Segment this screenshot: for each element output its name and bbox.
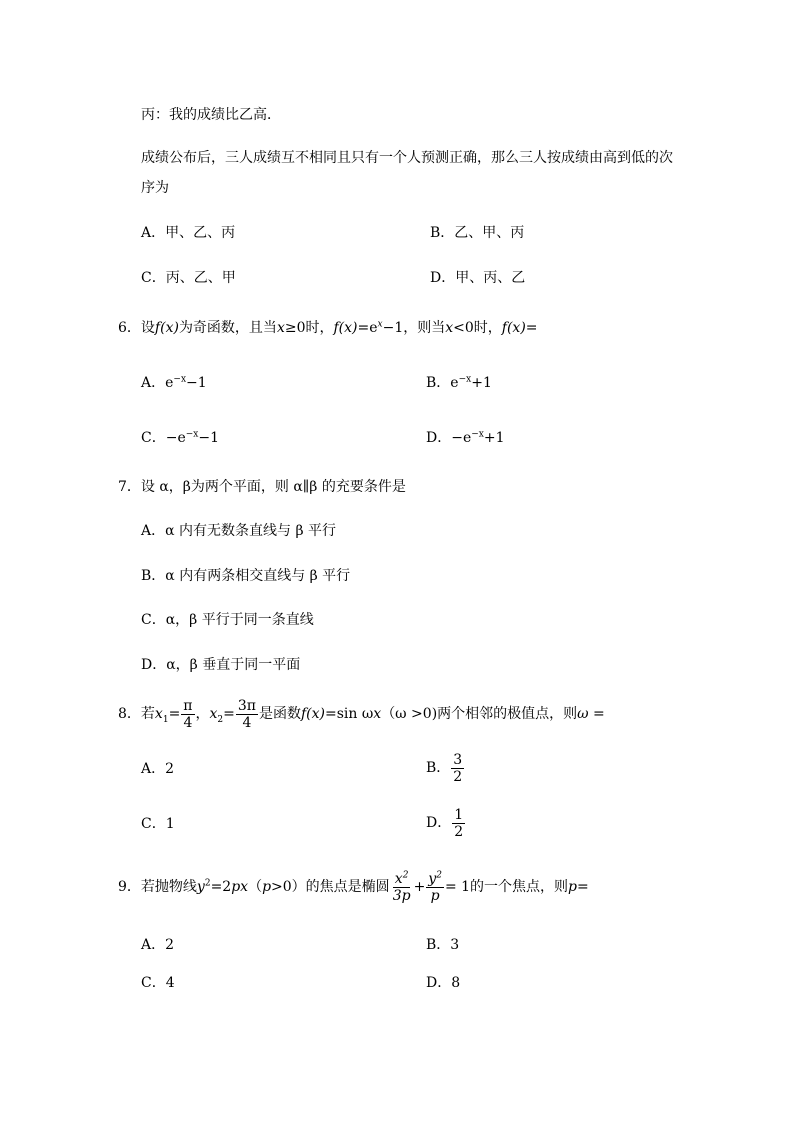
question9-option-c: C．4	[141, 975, 175, 991]
question6-option-b	[426, 373, 492, 393]
text: 是函数	[258, 706, 301, 722]
question6-option-d	[426, 428, 505, 448]
exponent: −x	[185, 429, 199, 440]
function-fx: f(x)	[333, 320, 358, 336]
option-label: A．	[141, 375, 166, 391]
question5-option-a: A．甲、乙、丙	[141, 225, 236, 241]
text: 的一个焦点，则	[470, 879, 569, 895]
exponent: 2	[436, 869, 442, 880]
text: >0）的焦点是椭圆	[271, 879, 390, 895]
text: =sin ω	[325, 706, 374, 722]
fraction-1-over-2	[452, 807, 465, 840]
text: 9．若抛物线	[118, 879, 197, 895]
numerator: 1	[454, 806, 464, 823]
fraction-pi-over-4	[181, 698, 194, 731]
text: −1，则当	[382, 320, 446, 336]
question8-option-c: C．1	[141, 816, 175, 832]
text: 8．若	[118, 706, 155, 722]
denominator: 4	[242, 714, 252, 731]
function-fx: f(x)	[501, 320, 526, 336]
option-label: D．	[426, 815, 452, 831]
denominator: 4	[183, 714, 193, 731]
question9-option-b: B．3	[426, 937, 460, 953]
question9-stem	[118, 867, 589, 907]
expr: −e	[165, 430, 186, 446]
text: =	[525, 320, 538, 336]
var-y: y	[428, 870, 437, 887]
numerator: 3	[453, 751, 463, 768]
question5-option-c: C．丙、乙、甲	[141, 270, 236, 286]
expr: +1	[483, 430, 505, 446]
text: ，	[195, 706, 210, 722]
text: =e	[357, 320, 378, 336]
fraction-3pi-over-4	[236, 698, 258, 731]
fraction-y2-over-p	[426, 871, 444, 904]
question7-option-c: C．α，β 平行于同一条直线	[141, 612, 314, 628]
numerator	[426, 871, 444, 888]
denominator: p	[430, 887, 440, 904]
question7-stem: 7．设 α，β为两个平面，则 α∥β 的充要条件是	[118, 479, 406, 495]
var-x: x	[373, 706, 382, 722]
question9-option-d: D．8	[426, 975, 461, 991]
option-label: B．	[426, 375, 451, 391]
question8-stem	[118, 696, 605, 732]
question5-stem-line1: 成绩公布后，三人成绩互不相同且只有一个人预测正确，那么三人按成绩由高到低的次	[141, 150, 673, 166]
question9-option-a: A．2	[141, 937, 175, 953]
exponent: −x	[458, 374, 472, 385]
text: =	[588, 706, 605, 722]
numerator: 3π	[237, 697, 256, 714]
text: =	[577, 879, 589, 895]
var-p: p	[262, 879, 272, 895]
var-px: px	[231, 879, 249, 895]
question5-option-d: D．甲、丙、乙	[430, 270, 526, 286]
subscript: 2	[217, 714, 224, 725]
question5-option-b: B．乙、甲、丙	[430, 225, 525, 241]
var-x: x	[394, 870, 403, 887]
var-x: x	[445, 320, 454, 336]
exponent: x	[377, 319, 383, 330]
exponent: 2	[204, 878, 211, 889]
expr: −e	[451, 430, 472, 446]
text: 为奇函数，且当	[178, 320, 277, 336]
text: （	[248, 879, 263, 895]
question5-stem-line2: 序为	[141, 180, 169, 196]
question7-option-a: A．α 内有无数条直线与 β 平行	[141, 523, 337, 539]
question8-option-a: A．2	[141, 761, 175, 777]
exponent: −x	[173, 374, 187, 385]
text: =2	[210, 879, 232, 895]
var-y: y	[196, 879, 205, 895]
text: =	[168, 706, 181, 722]
expr: −1	[186, 375, 207, 391]
expr: +1	[471, 375, 492, 391]
function-fx: f(x)	[154, 320, 179, 336]
text: <0时，	[453, 320, 502, 336]
denominator: 3p	[392, 887, 411, 904]
var-x: x	[209, 706, 218, 722]
exponent: 2	[402, 869, 409, 880]
text: （ω >0)两个相邻的极值点，则	[381, 706, 578, 722]
text: = 1	[444, 879, 471, 895]
text: =	[223, 706, 235, 722]
expr: e	[165, 375, 174, 391]
question8-option-b	[426, 748, 465, 788]
expr: −1	[198, 430, 219, 446]
var-p: p	[568, 879, 578, 895]
question6-option-a	[141, 373, 207, 393]
option-label: B．	[426, 760, 451, 776]
numerator	[393, 871, 411, 888]
denominator: 2	[453, 768, 463, 785]
option-label: C．	[141, 430, 166, 446]
question7-option-b: B．α 内有两条相交直线与 β 平行	[141, 568, 351, 584]
subscript: 1	[162, 714, 169, 725]
var-x: x	[154, 706, 163, 722]
denominator: 2	[454, 823, 464, 840]
numerator: π	[183, 697, 193, 714]
fraction-x2-over-3p	[391, 871, 413, 904]
var-omega: ω	[577, 706, 589, 722]
question6-option-c	[141, 428, 219, 448]
function-fx: f(x)	[300, 706, 325, 722]
question8-option-d	[426, 803, 466, 843]
question6-number: 6．设	[118, 320, 155, 336]
option-label: D．	[426, 430, 452, 446]
expr: e	[450, 375, 459, 391]
fraction-3-over-2	[451, 752, 464, 785]
question7-option-d: D．α，β 垂直于同一平面	[141, 657, 301, 673]
question6-stem	[118, 318, 538, 338]
text: ≥0时，	[284, 320, 334, 336]
exponent: −x	[471, 429, 484, 440]
text: +	[413, 879, 426, 895]
var-x: x	[276, 320, 285, 336]
bing-statement: 丙：我的成绩比乙高．	[141, 107, 281, 123]
